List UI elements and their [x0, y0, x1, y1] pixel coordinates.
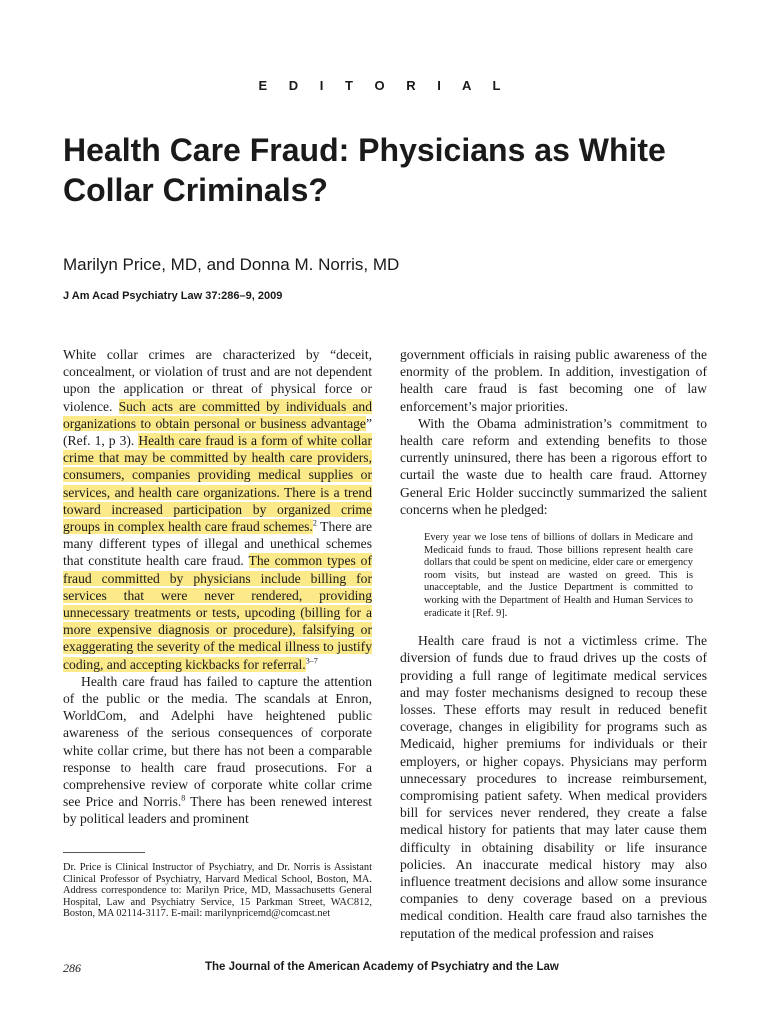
text-run: ” (Ref. 1, p 3). [63, 415, 372, 449]
text-run: Health care fraud has failed to capture the attention of the public or the media. The scandals at Enron, WorldCom, and Adelphi have heightened public awareness of the serious consequences of corporate white collar crime, but there has not been a comparable response to health care fraud prosecutions. For a comprehensive review of corporate white collar crime see Price and Norris. [63, 673, 372, 810]
block-quote: Every year we lose tens of billions of dollars in Medicare and Medicaid funds to fraud. Those billions represent health care dollars that could be spent on medicine, elder care or emergency room visits, but instead are wasted on greed. This is unacceptable, and the Justice Department is committed to working with the Department of Health and Human Services to eradicate it [Ref. 9]. [424, 532, 693, 619]
reference-superscript: 8 [181, 793, 186, 803]
section-label: E D I T O R I A L [258, 78, 510, 93]
text-run: White collar crimes are characterized by “deceit, concealment, or violation of trust and are not dependent upon the application or threat of physical force or violence. [63, 347, 372, 414]
citation: J Am Acad Psychiatry Law 37:286–9, 2009 [63, 290, 283, 302]
reference-superscript: 3–7 [305, 656, 318, 666]
highlight: Such acts are committed by individuals and organizations to obtain personal or business advantage [63, 398, 372, 431]
article-title: Health Care Fraud: Physicians as White Collar Criminals? [63, 132, 666, 208]
text-run: There has been renewed interest by political leaders and prominent [63, 794, 372, 827]
right-column [400, 346, 707, 942]
left-column [63, 346, 372, 828]
paragraph: Health care fraud is not a victimless crime. The diversion of funds due to fraud drives up the costs of providing a full range of legitimate medical services and may foster mechanisms designed to recoup these losses. These efforts may result in reduced benefit coverage, changes in eligibility for programs such as Medicaid, higher premiums for individuals or their employers, or higher copays. Physicians may perform unnecessary procedures to increase reimbursement, compromising patient safety. When medical providers bill for services never rendered, they create a false medical history for patients that may later cause them difficulty in obtaining disability or life insurance policies. An inaccurate medical history may also influence treatment decisions and allow some insurance companies to deny coverage based on a previous medical condition. Health care fraud also tarnishes the reputation of the medical profession and raises [400, 633, 707, 941]
author-footnote: Dr. Price is Clinical Instructor of Psychiatry, and Dr. Norris is Assistant Clinical Professor of Psychiatry, Harvard Medical School, Boston, MA. Address correspondence to: Marilyn Price, MD, Massachusetts General Hospital, Law and Psychiatry Service, 15 Parkman Street, WAC812, Boston, MA 02114-3117. E-mail: marilynpricemd@comcast.net [63, 862, 372, 920]
journal-name: The Journal of the American Academy of Psychiatry and the Law [205, 961, 559, 973]
page-number: 286 [63, 961, 81, 975]
authors: Marilyn Price, MD, and Donna M. Norris, MD [63, 255, 400, 274]
text-run: There are many different types of illegal and unethical schemes that constitute health care fraud. [63, 519, 373, 569]
highlight: The common types of fraud committed by physicians include billing for services that were never rendered, providing unnecessary treatments or tests, upcoding (billing for a more expensive diagnosis or procedure), falsifying or exaggerating the severity of the medical illness to justify coding, and accepting kickbacks for referral. [63, 553, 373, 672]
footnote-rule [63, 852, 145, 853]
reference-superscript: 2 [312, 518, 317, 528]
highlight: Health care fraud is a form of white collar crime that may be committed by health care providers, consumers, companies providing medical supplies or services, and health care organizations. There is a trend toward increased participation by organized crime groups in complex health care fraud schemes. [63, 433, 372, 535]
paragraph: With the Obama administration’s commitment to health care reform and extending benefits to those currently uninsured, there has been a rigorous effort to curtail the waste due to health care fraud. Attorney General Eric Holder succinctly summarized the salient concerns when he pledged: [400, 415, 707, 517]
paragraph: government officials in raising public awareness of the enormity of the problem. In addition, investigation of health care fraud is fast becoming one of law enforcement’s major priorities. [400, 347, 707, 414]
paragraph [63, 346, 372, 673]
paragraph [63, 673, 372, 828]
